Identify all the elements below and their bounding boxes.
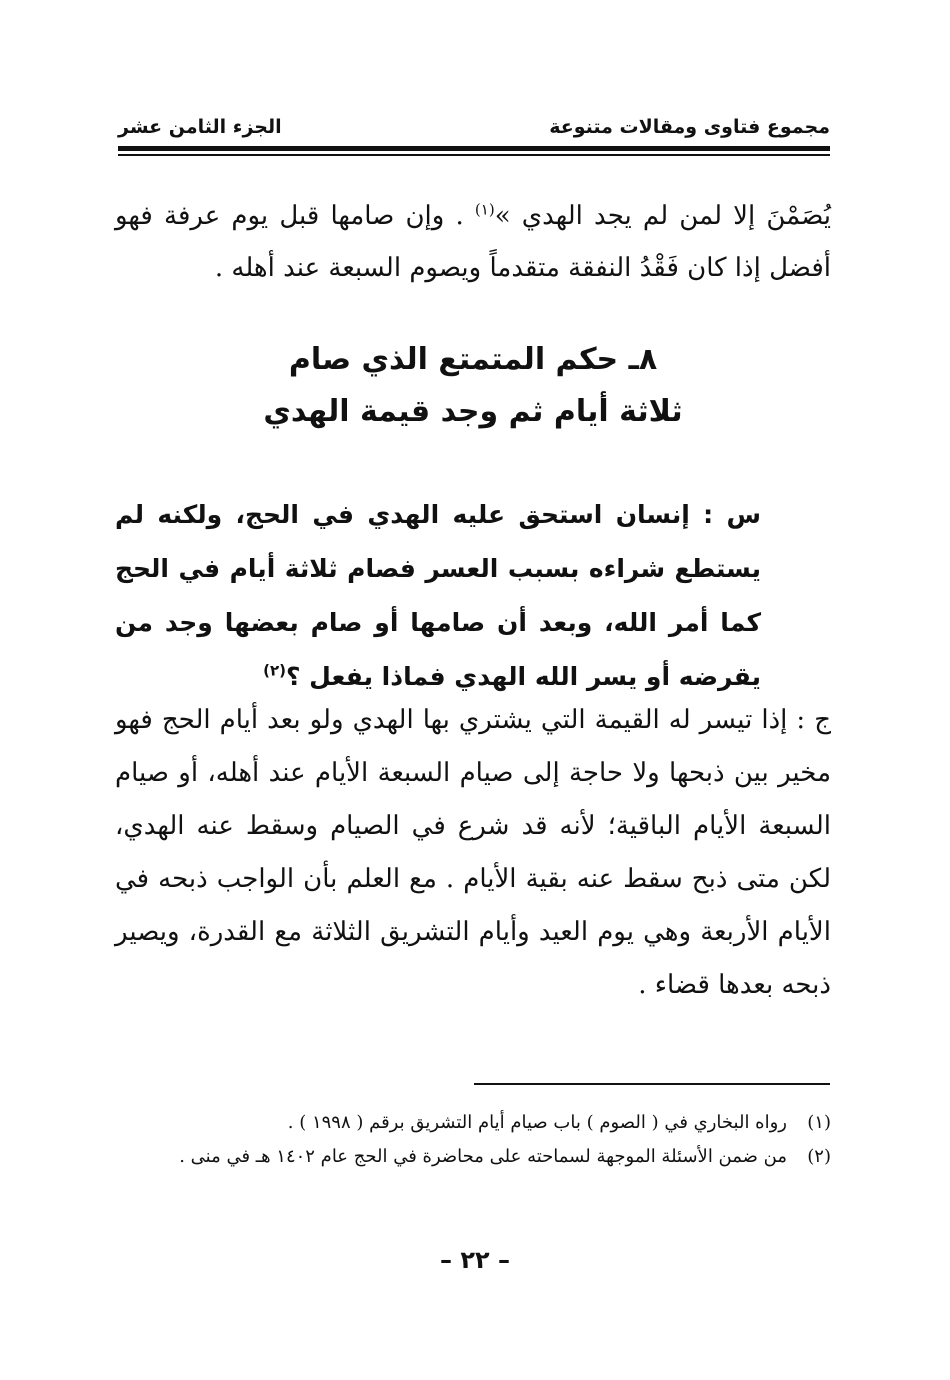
answer-text: ج : إذا تيسر له القيمة التي يشتري بها الهدي ولو بعد أيام الحج فهو مخير بين ذبحها ولا حاجة إلى صيام السبعة الأيام عند أهله، أو صيام السبعة الأيام الباقية؛ لأنه قد شرع في الصيام وسقط عنه الهدي، لكن متى ذبح سقط عنه بقية الأيام . مع العلم بأن الواجب ذبحه في الأيام الأربعة وهي يوم العيد وأيام التشريق الثلاثة مع القدرة، ويصير ذبحه بعدها قضاء . [115, 705, 831, 1000]
footnote-1 [115, 1106, 831, 1140]
book-title: مجموع فتاوى ومقالات متنوعة [549, 116, 830, 138]
section-heading-line-2: ثلاثة أيام ثم وجد قيمة الهدي [263, 394, 683, 429]
section-heading-line-1: ٨ـ حكم المتمتع الذي صام [288, 342, 658, 377]
page-number: – ٢٢ – [439, 1246, 510, 1274]
footnote-number: (١) [807, 1112, 831, 1133]
section-heading [115, 334, 831, 438]
question-text: س : إنسان استحق عليه الهدي في الحج، ولكنه لم يستطع شراءه بسبب العسر فصام ثلاثة أيام في الحج كما أمر الله، وبعد أن صامها أو صام بعضها وجد من يقرضه أو يسر الله الهدي فماذا يفعل ؟ [115, 500, 761, 691]
footnote-ref-1: (١) [474, 200, 495, 219]
answer-paragraph [115, 694, 831, 1012]
footnote-number: (٢) [807, 1146, 831, 1167]
intro-text-after-note: . وإن صامها قبل يوم عرفة فهو أفضل إذا كان فَقْدُ النفقة متقدماً ويصوم السبعة عند أهله . [115, 201, 831, 283]
volume-label: الجزء الثامن عشر [118, 116, 282, 138]
intro-paragraph [115, 190, 831, 294]
header-rule-thick [118, 146, 830, 151]
footnote-text: من ضمن الأسئلة الموجهة لسماحته على محاضرة في الحج عام ١٤٠٢ هـ في منى . [179, 1146, 787, 1167]
footnote-2 [115, 1140, 831, 1174]
footnote-separator [474, 1083, 830, 1085]
intro-text-before-note: يُصَمْنَ إلا لمن لم يجد الهدي » [494, 201, 832, 231]
header-rule-thin [118, 154, 830, 156]
footnotes [115, 1106, 831, 1174]
running-header [118, 112, 830, 142]
footnote-text: رواه البخاري في ( الصوم ) باب صيام أيام التشريق برقم ( ١٩٩٨ ) . [287, 1112, 787, 1133]
footnote-ref-2: (٢) [263, 661, 286, 680]
question-paragraph [115, 488, 761, 704]
